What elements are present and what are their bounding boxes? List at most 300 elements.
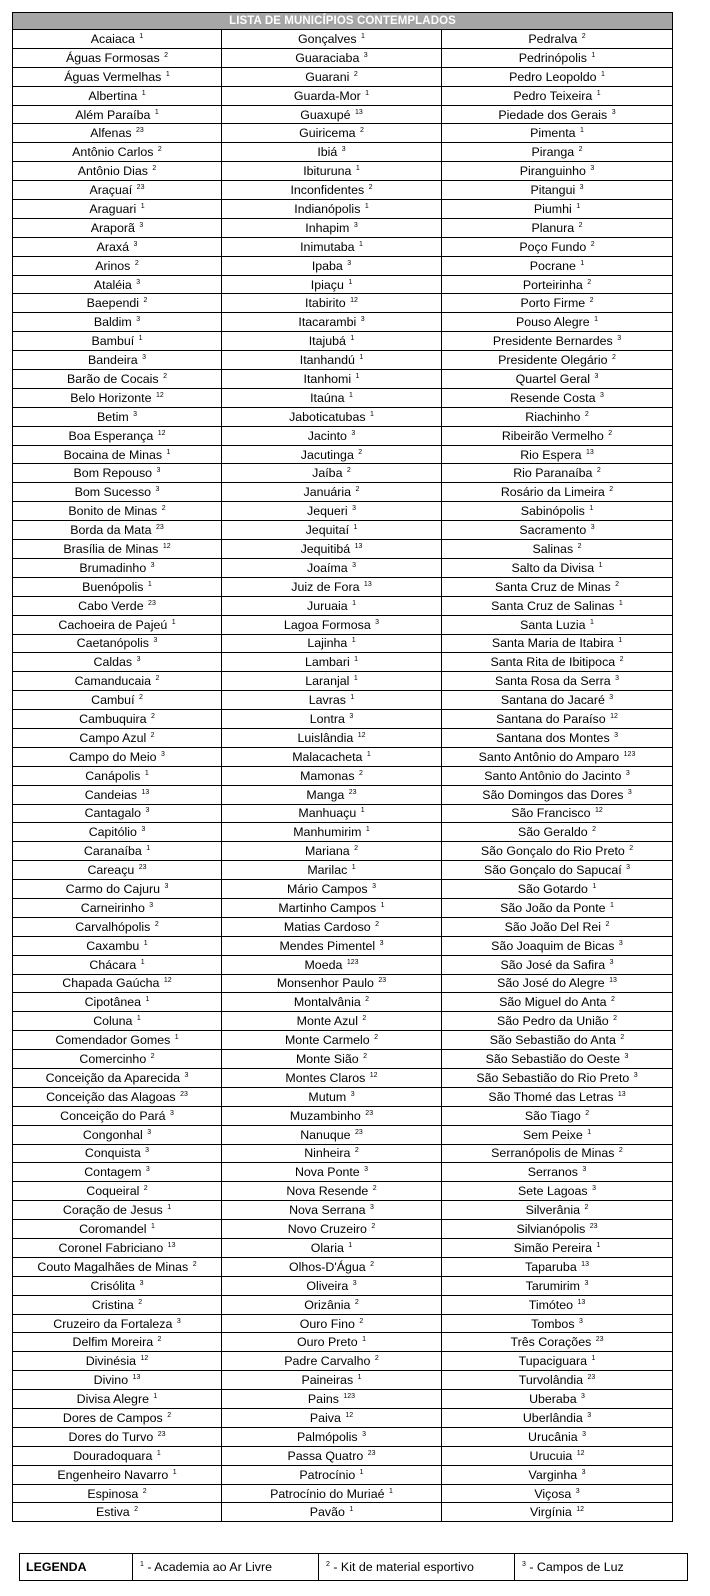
municipality-cell <box>442 766 673 785</box>
municipality-name: Palmópolis <box>297 1429 358 1444</box>
benefit-code: 12 <box>155 391 164 399</box>
municipality-cell <box>13 710 222 729</box>
benefit-code: 1 <box>350 335 355 343</box>
benefit-code: 1 <box>370 410 374 418</box>
municipality-cell <box>222 558 442 577</box>
municipality-name: Capitólio <box>88 825 137 840</box>
municipality-name: Barão de Cocais <box>67 371 159 386</box>
benefit-code: 1 <box>354 656 359 664</box>
municipality-name: Tupaciguara <box>518 1354 588 1369</box>
municipality-name: Baldim <box>93 315 132 330</box>
municipality-cell <box>442 1409 673 1428</box>
municipality-name: Piranga <box>531 145 575 160</box>
municipality-name: Itacarambi <box>298 315 357 330</box>
municipality-cell <box>13 105 222 124</box>
table-row <box>13 181 673 200</box>
municipality-cell <box>442 1087 673 1106</box>
municipality-cell <box>13 1390 222 1409</box>
table-row <box>13 1031 673 1050</box>
municipality-cell <box>442 728 673 747</box>
municipality-cell <box>442 407 673 426</box>
municipality-cell <box>442 898 673 917</box>
municipality-cell <box>222 1409 442 1428</box>
table-row <box>13 804 673 823</box>
benefit-code: 3 <box>362 1430 366 1438</box>
municipality-cell <box>222 67 442 86</box>
municipality-cell <box>222 974 442 993</box>
municipality-cell <box>13 237 222 256</box>
benefit-code: 13 <box>617 1090 626 1098</box>
municipality-cell <box>222 917 442 936</box>
benefit-code: 3 <box>627 788 632 796</box>
municipality-cell <box>13 1012 222 1031</box>
benefit-code: 1 <box>587 1128 592 1136</box>
benefit-code: 1 <box>355 165 360 173</box>
benefit-code: 2 <box>629 845 634 853</box>
municipality-name: Itanhandú <box>299 353 355 368</box>
legend-item <box>133 1554 319 1581</box>
municipality-name: Luislândia <box>297 730 354 745</box>
municipality-cell <box>13 275 222 294</box>
legend-table <box>19 1553 688 1581</box>
municipality-name: Camanducaia <box>74 674 152 689</box>
benefit-code: 23 <box>595 1336 604 1344</box>
municipality-cell <box>13 1068 222 1087</box>
benefit-code: 3 <box>609 694 614 702</box>
municipality-name: Guaraciaba <box>295 50 360 65</box>
municipality-name: Padre Carvalho <box>284 1354 371 1369</box>
benefit-code: 23 <box>354 1128 363 1136</box>
table-row <box>13 1314 673 1333</box>
municipality-name: Riachinho <box>525 409 581 424</box>
municipality-name: Nova Ponte <box>294 1165 360 1180</box>
benefit-code: 1 <box>355 372 360 380</box>
table-row <box>13 256 673 275</box>
benefit-code: 12 <box>594 807 603 815</box>
benefit-code: 12 <box>345 1411 354 1419</box>
benefit-code: 2 <box>584 1204 589 1212</box>
benefit-code: 3 <box>153 637 158 645</box>
municipality-name: Congonhal <box>82 1127 143 1142</box>
benefit-code: 123 <box>343 1393 356 1401</box>
benefit-code: 3 <box>136 278 141 286</box>
municipality-name: Buenópolis <box>82 579 144 594</box>
benefit-code: 2 <box>167 1411 172 1419</box>
table-row <box>13 464 673 483</box>
municipality-name: Itabirito <box>305 296 346 311</box>
municipality-name: Cipotânea <box>84 995 142 1010</box>
table-row <box>13 653 673 672</box>
municipality-name: Lajinha <box>307 636 348 651</box>
benefit-code: 1 <box>143 939 148 947</box>
municipality-name: Porto Firme <box>520 296 586 311</box>
municipality-name: São Geraldo <box>518 825 588 840</box>
municipality-cell <box>222 1484 442 1503</box>
municipality-name: Marilac <box>307 863 348 878</box>
benefit-code: 2 <box>134 259 139 267</box>
municipality-cell <box>13 162 222 181</box>
municipality-cell <box>222 540 442 559</box>
table-row <box>13 861 673 880</box>
municipality-name: Santa Maria de Itabira <box>491 636 614 651</box>
municipality-cell <box>222 1031 442 1050</box>
benefit-code: 3 <box>176 1317 181 1325</box>
benefit-code: 12 <box>140 1355 149 1363</box>
benefit-code: 3 <box>142 354 146 362</box>
benefit-code: 1 <box>358 240 363 248</box>
municipality-name: Santa Rita de Ibitipoca <box>490 655 616 670</box>
municipality-cell <box>13 1465 222 1484</box>
municipality-cell <box>442 294 673 313</box>
municipality-cell <box>442 1163 673 1182</box>
municipality-cell <box>442 823 673 842</box>
municipality-cell <box>13 634 222 653</box>
municipality-cell <box>13 917 222 936</box>
municipality-name: Orizânia <box>304 1297 351 1312</box>
municipality-name: Monsenhor Paulo <box>276 976 374 991</box>
benefit-code: 2 <box>589 297 594 305</box>
municipality-cell <box>442 1220 673 1239</box>
municipality-name: Caxambu <box>86 938 140 953</box>
municipality-cell <box>442 1012 673 1031</box>
municipality-cell <box>13 691 222 710</box>
municipality-cell <box>13 540 222 559</box>
benefit-code: 23 <box>180 1090 188 1098</box>
benefit-code: 23 <box>136 184 145 192</box>
municipality-cell <box>442 1427 673 1446</box>
benefit-code: 1 <box>594 316 599 324</box>
municipality-cell <box>13 1144 222 1163</box>
table-row <box>13 842 673 861</box>
benefit-code: 2 <box>611 996 615 1004</box>
municipality-cell <box>222 1333 442 1352</box>
municipality-cell <box>442 313 673 332</box>
municipality-cell <box>13 502 222 521</box>
municipality-cell <box>13 1163 222 1182</box>
municipality-name: Conquista <box>84 1146 141 1161</box>
municipality-cell <box>442 880 673 899</box>
benefit-code: 2 <box>346 467 351 475</box>
benefit-code: 3 <box>161 750 165 758</box>
municipality-name: Conceição da Aparecida <box>45 1070 180 1085</box>
municipality-name: Candeias <box>84 787 138 802</box>
municipality-name: Ipaba <box>311 258 343 273</box>
municipality-cell <box>442 200 673 219</box>
municipality-name: Borda da Mata <box>70 523 152 538</box>
benefit-code: 2 <box>161 505 166 513</box>
municipality-cell <box>442 861 673 880</box>
benefit-code: 23 <box>155 524 164 532</box>
municipality-cell <box>13 1106 222 1125</box>
municipality-cell <box>442 558 673 577</box>
municipality-name: São Gonçalo do Sapucaí <box>483 863 622 878</box>
municipality-name: Belo Horizonte <box>70 390 152 405</box>
municipality-name: Salto da Divisa <box>511 560 595 575</box>
municipality-name: Divinésia <box>85 1354 137 1369</box>
benefit-code: 3 <box>145 807 150 815</box>
municipality-cell <box>442 445 673 464</box>
benefit-code: 2 <box>578 221 583 229</box>
municipality-cell <box>13 313 222 332</box>
benefit-code: 2 <box>354 1298 359 1306</box>
benefit-code: 1 <box>359 354 364 362</box>
municipality-cell <box>13 1087 222 1106</box>
benefit-code: 123 <box>346 958 359 966</box>
benefit-code: 1 <box>361 32 365 40</box>
municipality-cell <box>442 1352 673 1371</box>
municipality-cell <box>442 275 673 294</box>
benefit-code: 1 <box>153 1393 158 1401</box>
municipality-cell <box>442 1257 673 1276</box>
municipality-cell <box>13 880 222 899</box>
municipality-cell <box>442 218 673 237</box>
table-row <box>13 710 673 729</box>
municipality-name: Araxá <box>96 239 129 254</box>
benefit-code: 3 <box>592 1185 596 1193</box>
benefit-code: 3 <box>184 1071 189 1079</box>
benefit-code: 3 <box>136 656 141 664</box>
table-row <box>13 785 673 804</box>
benefit-code: 13 <box>132 1374 141 1382</box>
municipality-cell <box>222 162 442 181</box>
municipality-cell <box>442 842 673 861</box>
municipality-cell <box>442 426 673 445</box>
table-row <box>13 143 673 162</box>
municipality-name: Turvolândia <box>518 1373 584 1388</box>
municipality-cell <box>442 1276 673 1295</box>
municipality-cell <box>222 936 442 955</box>
benefit-code: 2 <box>609 486 614 494</box>
benefit-code: 2 <box>355 486 360 494</box>
benefit-code: 23 <box>136 127 144 135</box>
municipality-cell <box>442 105 673 124</box>
benefit-code: 1 <box>360 807 365 815</box>
municipality-name: Ninheira <box>304 1146 351 1161</box>
municipality-name: Bandeira <box>88 353 138 368</box>
table-row <box>13 1503 673 1522</box>
municipality-name: Santana dos Montes <box>495 730 610 745</box>
benefit-code: 2 <box>358 448 363 456</box>
table-row <box>13 558 673 577</box>
municipality-name: Caetanópolis <box>76 636 149 651</box>
municipality-cell <box>442 1465 673 1484</box>
municipality-name: Urucânia <box>528 1429 578 1444</box>
benefit-code: 1 <box>576 202 581 210</box>
municipality-cell <box>222 237 442 256</box>
table-row <box>13 1201 673 1220</box>
municipality-name: Pavão <box>309 1505 345 1520</box>
benefit-code: 2 <box>155 675 160 683</box>
table-row <box>13 747 673 766</box>
municipality-name: Alfenas <box>90 126 132 141</box>
municipalities-table <box>12 12 673 1522</box>
municipality-cell <box>13 1276 222 1295</box>
benefit-code: 12 <box>369 1071 378 1079</box>
municipality-cell <box>13 426 222 445</box>
benefit-code: 2 <box>192 1260 197 1268</box>
municipality-cell <box>222 351 442 370</box>
benefit-code: 1 <box>172 1468 177 1476</box>
municipality-name: Patrocínio do Muriaé <box>270 1486 385 1501</box>
benefit-code: 3 <box>617 335 622 343</box>
benefit-code: 2 <box>375 920 380 928</box>
benefit-code: 13 <box>585 448 594 456</box>
municipality-cell <box>13 200 222 219</box>
legend-text: - Campos de Luz <box>529 1560 624 1574</box>
municipality-name: Brumadinho <box>79 560 147 575</box>
municipality-cell <box>222 1352 442 1371</box>
table-row <box>13 1484 673 1503</box>
municipality-name: Olaria <box>310 1240 344 1255</box>
benefit-code: 2 <box>138 694 143 702</box>
municipality-cell <box>442 1182 673 1201</box>
benefit-code: 1 <box>351 864 356 872</box>
municipality-cell <box>222 615 442 634</box>
municipality-cell <box>222 256 442 275</box>
municipality-cell <box>222 1295 442 1314</box>
table-row <box>13 974 673 993</box>
municipality-cell <box>442 143 673 162</box>
benefit-code: 2 <box>605 920 610 928</box>
municipality-cell <box>13 993 222 1012</box>
municipality-cell <box>442 256 673 275</box>
municipality-cell <box>13 464 222 483</box>
municipality-name: Viçosa <box>534 1486 572 1501</box>
benefit-code: 2 <box>372 1185 377 1193</box>
benefit-code: 2 <box>143 297 148 305</box>
municipality-name: Conceição do Pará <box>60 1108 166 1123</box>
table-row <box>13 313 673 332</box>
municipality-name: Comendador Gomes <box>55 1033 171 1048</box>
municipality-name: Coromandel <box>79 1222 147 1237</box>
table-row <box>13 1352 673 1371</box>
benefit-code: 3 <box>136 316 141 324</box>
benefit-code: 3 <box>625 769 630 777</box>
municipality-cell <box>13 1352 222 1371</box>
municipality-cell <box>222 634 442 653</box>
municipality-name: Ouro Fino <box>299 1316 355 1331</box>
table-row <box>13 880 673 899</box>
benefit-code: 3 <box>353 221 358 229</box>
municipality-name: Varginha <box>528 1467 578 1482</box>
legend-mark: 2 <box>326 1561 330 1568</box>
benefit-code: 3 <box>590 165 595 173</box>
municipality-name: Santa Luzia <box>520 617 586 632</box>
municipality-name: Araçuaí <box>89 183 133 198</box>
municipality-cell <box>222 1371 442 1390</box>
benefit-code: 13 <box>609 977 617 985</box>
municipality-name: Divisa Alegre <box>76 1392 149 1407</box>
municipality-cell <box>222 710 442 729</box>
municipality-cell <box>222 1087 442 1106</box>
municipality-cell <box>13 955 222 974</box>
municipality-cell <box>442 1031 673 1050</box>
municipality-name: Laranjal <box>305 674 350 689</box>
benefit-code: 1 <box>388 1487 393 1495</box>
municipality-cell <box>442 1239 673 1258</box>
municipality-name: Conceição das Alagoas <box>46 1089 176 1104</box>
municipality-name: Coluna <box>93 1014 133 1029</box>
municipality-cell <box>13 1182 222 1201</box>
municipality-cell <box>13 445 222 464</box>
benefit-code: 1 <box>348 1241 353 1249</box>
municipality-cell <box>222 143 442 162</box>
legend-title: LEGENDA <box>20 1554 133 1581</box>
municipality-name: Guarani <box>305 69 350 84</box>
municipality-cell <box>222 332 442 351</box>
municipality-cell <box>13 521 222 540</box>
municipality-cell <box>442 370 673 389</box>
benefit-code: 3 <box>352 1279 357 1287</box>
benefit-code: 1 <box>580 259 585 267</box>
benefit-code: 12 <box>576 1506 585 1514</box>
municipality-name: Pitangui <box>530 183 576 198</box>
municipality-name: Muzambinho <box>289 1108 361 1123</box>
municipality-name: Indianópolis <box>294 201 361 216</box>
benefit-code: 3 <box>609 958 614 966</box>
municipality-cell <box>222 124 442 143</box>
benefit-code: 1 <box>140 958 145 966</box>
municipality-cell <box>222 1012 442 1031</box>
municipality-name: Mariana <box>304 844 350 859</box>
municipality-name: Novo Cruzeiro <box>287 1222 367 1237</box>
benefit-code: 3 <box>633 1071 638 1079</box>
legend-mark: 1 <box>140 1561 144 1568</box>
benefit-code: 3 <box>578 1317 583 1325</box>
legend-item <box>319 1554 515 1581</box>
municipality-cell <box>442 596 673 615</box>
municipality-name: Paineiras <box>301 1373 354 1388</box>
benefit-code: 3 <box>350 1090 355 1098</box>
municipality-cell <box>13 351 222 370</box>
benefit-code: 1 <box>591 1355 596 1363</box>
benefit-code: 3 <box>145 1147 150 1155</box>
municipality-name: Coração de Jesus <box>62 1203 163 1218</box>
benefit-code: 2 <box>164 51 168 59</box>
municipality-cell <box>442 388 673 407</box>
municipality-name: Ibiá <box>317 145 338 160</box>
municipality-cell <box>442 936 673 955</box>
benefit-code: 3 <box>582 1430 586 1438</box>
municipality-name: Patrocínio <box>299 1467 356 1482</box>
benefit-code: 1 <box>591 51 596 59</box>
municipality-cell <box>442 1503 673 1522</box>
benefit-code: 23 <box>157 1430 166 1438</box>
municipality-name: São Pedro da União <box>497 1014 609 1029</box>
benefit-code: 2 <box>584 410 589 418</box>
municipality-name: Jaíba <box>312 466 343 481</box>
municipality-cell <box>222 1068 442 1087</box>
benefit-code: 2 <box>590 240 595 248</box>
benefit-code: 1 <box>380 901 385 909</box>
municipality-cell <box>222 294 442 313</box>
municipality-cell <box>222 313 442 332</box>
municipality-cell <box>442 502 673 521</box>
table-row <box>13 634 673 653</box>
municipality-name: Pouso Alegre <box>515 315 590 330</box>
benefit-code: 1 <box>154 108 159 116</box>
benefit-code: 1 <box>580 127 584 135</box>
municipality-cell <box>13 1201 222 1220</box>
benefit-code: 2 <box>615 580 620 588</box>
benefit-code: 3 <box>599 391 604 399</box>
municipality-cell <box>222 86 442 105</box>
benefit-code: 2 <box>354 845 359 853</box>
benefit-code: 1 <box>156 1449 161 1457</box>
benefit-code: 23 <box>365 1109 374 1117</box>
municipality-cell <box>13 615 222 634</box>
benefit-code: 1 <box>353 675 358 683</box>
